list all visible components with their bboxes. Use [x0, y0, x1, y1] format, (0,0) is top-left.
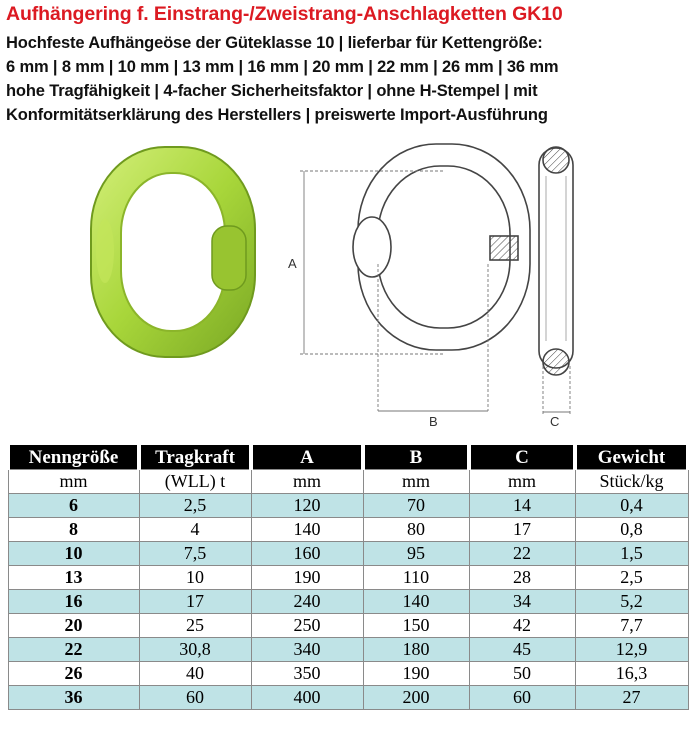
table-cell: 7,5	[139, 542, 251, 566]
ring-welded-boss	[212, 226, 246, 290]
table-cell: 27	[575, 686, 688, 710]
size-cell: 26	[8, 662, 139, 686]
table-cell: 110	[363, 566, 469, 590]
table-cell: 0,4	[575, 494, 688, 518]
table-cell: 70	[363, 494, 469, 518]
product-figure	[0, 136, 691, 436]
table-cell: 340	[251, 638, 363, 662]
table-cell: 60	[139, 686, 251, 710]
table-row	[8, 662, 688, 686]
table-cell: 160	[251, 542, 363, 566]
table-cell: 34	[469, 590, 575, 614]
column-header-c: C	[469, 446, 575, 470]
ring-inner-hole	[121, 173, 225, 331]
table-cell: 17	[469, 518, 575, 542]
table-cell: 14	[469, 494, 575, 518]
table-cell: 45	[469, 638, 575, 662]
table-cell: 150	[363, 614, 469, 638]
description-line: Konformitätserklärung des Herstellers | preiswerte Import-Ausführung	[6, 106, 548, 124]
table-cell: 40	[139, 662, 251, 686]
dimension-a-label: A	[288, 256, 297, 271]
table-cell: 22	[469, 542, 575, 566]
table-cell: 240	[251, 590, 363, 614]
table-cell: 2,5	[139, 494, 251, 518]
product-description	[6, 31, 690, 127]
table-cell: 95	[363, 542, 469, 566]
table-cell: 25	[139, 614, 251, 638]
table-cell: 2,5	[575, 566, 688, 590]
size-cell: 10	[8, 542, 139, 566]
unit-cell: mm	[469, 470, 575, 494]
unit-cell: Stück/kg	[575, 470, 688, 494]
table-cell: 190	[251, 566, 363, 590]
table-cell: 1,5	[575, 542, 688, 566]
table-cell: 30,8	[139, 638, 251, 662]
column-header-tragkraft: Tragkraft	[139, 446, 251, 470]
table-cell: 16,3	[575, 662, 688, 686]
table-cell: 80	[363, 518, 469, 542]
table-cell: 7,7	[575, 614, 688, 638]
table-cell: 200	[363, 686, 469, 710]
column-header-gewicht: Gewicht	[575, 446, 688, 470]
column-header-a: A	[251, 446, 363, 470]
table-cell: 60	[469, 686, 575, 710]
table-cell: 50	[469, 662, 575, 686]
unit-cell: mm	[8, 470, 139, 494]
table-header-row	[8, 446, 688, 470]
table-cell: 250	[251, 614, 363, 638]
table-row	[8, 494, 688, 518]
description-line: hohe Tragfähigkeit | 4-facher Sicherheitsfaktor | ohne H-Stempel | mit	[6, 82, 538, 100]
unit-cell: (WLL) t	[139, 470, 251, 494]
size-cell: 6	[8, 494, 139, 518]
table-row	[8, 542, 688, 566]
table-cell: 180	[363, 638, 469, 662]
table-cell: 190	[363, 662, 469, 686]
description-line: 6 mm | 8 mm | 10 mm | 13 mm | 16 mm | 20 mm | 22 mm | 26 mm | 36 mm	[6, 58, 559, 76]
table-cell: 350	[251, 662, 363, 686]
size-cell: 20	[8, 614, 139, 638]
column-header-b: B	[363, 446, 469, 470]
table-cell: 5,2	[575, 590, 688, 614]
unit-cell: mm	[363, 470, 469, 494]
table-row	[8, 686, 688, 710]
technical-drawing-front	[300, 144, 530, 411]
description-line: Hochfeste Aufhängeöse der Güteklasse 10 | lieferbar für Kettengröße:	[6, 34, 543, 52]
size-cell: 22	[8, 638, 139, 662]
size-cell: 13	[8, 566, 139, 590]
table-cell: 42	[469, 614, 575, 638]
table-cell: 120	[251, 494, 363, 518]
size-cell: 8	[8, 518, 139, 542]
page-title: Aufhängering f. Einstrang-/Zweistrang-Anschlagketten GK10	[6, 3, 563, 25]
units-row	[8, 470, 688, 494]
table-row	[8, 614, 688, 638]
table-cell: 400	[251, 686, 363, 710]
table-cell: 12,9	[575, 638, 688, 662]
table-cell: 4	[139, 518, 251, 542]
table-row	[8, 566, 688, 590]
technical-drawing-side	[539, 147, 573, 414]
dimension-c-label: C	[550, 414, 560, 429]
table-cell: 17	[139, 590, 251, 614]
table-row	[8, 590, 688, 614]
table-cell: 28	[469, 566, 575, 590]
size-cell: 16	[8, 590, 139, 614]
table-cell: 140	[251, 518, 363, 542]
master-link-photo	[91, 147, 255, 357]
specification-table	[6, 445, 690, 710]
dimension-b-label: B	[429, 414, 438, 429]
column-header-nenngroesse: Nenngröße	[8, 446, 139, 470]
table-cell: 0,8	[575, 518, 688, 542]
size-cell: 36	[8, 686, 139, 710]
unit-cell: mm	[251, 470, 363, 494]
table-cell: 140	[363, 590, 469, 614]
table-row	[8, 638, 688, 662]
table-cell: 10	[139, 566, 251, 590]
table-row	[8, 518, 688, 542]
